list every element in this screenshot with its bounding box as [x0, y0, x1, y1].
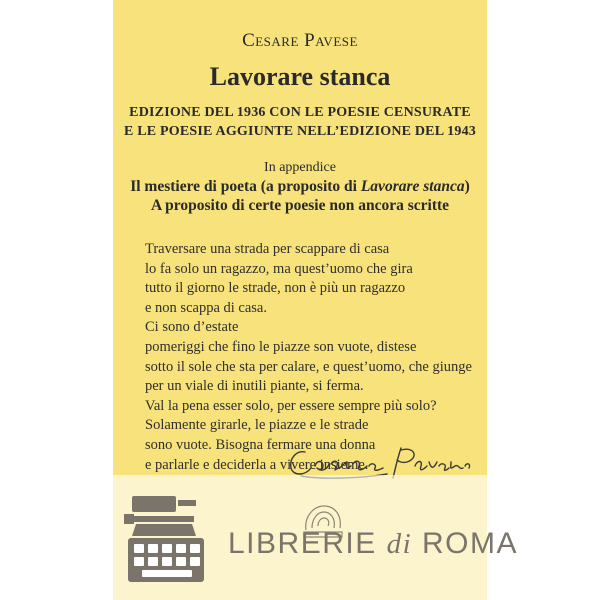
- poem-line: lo fa solo un ragazzo, ma quest’uomo che gira: [145, 260, 413, 277]
- edition-line-2: E LE POESIE AGGIUNTE NELL’EDIZIONE DEL 1943: [124, 124, 476, 139]
- watermark-brand: [228, 527, 518, 561]
- poem-line: Ci sono d’estate: [145, 319, 239, 336]
- typewriter-icon: [120, 490, 216, 586]
- appendix-item-1: [113, 177, 487, 196]
- poem-line: Val la pena esser solo, per essere sempre più solo?: [145, 397, 437, 414]
- poem-line: sotto il sole che sta per calare, e quest’uomo, che giunge: [145, 358, 472, 375]
- poem-line: e parlarle e deciderla a vivere insieme.: [145, 456, 369, 473]
- brand-librerie: LIBRERIE: [228, 527, 387, 560]
- appendix-item-2: A proposito di certe poesie non ancora scritte: [150, 197, 450, 214]
- poem-line: Traversare una strada per scappare di casa: [145, 241, 390, 257]
- poem-line: pomeriggi che fino le piazze son vuote, distese: [145, 338, 417, 355]
- edition-note: [113, 103, 487, 141]
- poem-line: e non scappa di casa.: [145, 299, 267, 316]
- appendix-block: [113, 159, 487, 215]
- brand-di: di: [386, 528, 413, 560]
- poem-line: Solamente girarle, le piazze e le strade: [145, 417, 369, 434]
- poem-line: per un viale di inutili piante, si ferma.: [145, 378, 364, 395]
- book-title: Lavorare stanca: [209, 62, 391, 91]
- appendix-item-1-italic: Lavorare stanca: [360, 178, 465, 195]
- appendix-item-1-pre: Il mestiere di poeta (a proposito di: [130, 178, 361, 195]
- edition-line-1: EDIZIONE DEL 1936 CON LE POESIE CENSURATE: [129, 105, 471, 120]
- appendix-intro: In appendice: [264, 160, 336, 175]
- author-name: Cesare Pavese: [242, 30, 358, 51]
- poem-line: tutto il giorno le strade, non è più un ragazzo: [145, 280, 406, 297]
- poem-line: sono vuote. Bisogna fermare una donna: [145, 436, 376, 453]
- brand-roma: ROMA: [412, 527, 518, 560]
- appendix-item-1-post: ): [464, 178, 470, 195]
